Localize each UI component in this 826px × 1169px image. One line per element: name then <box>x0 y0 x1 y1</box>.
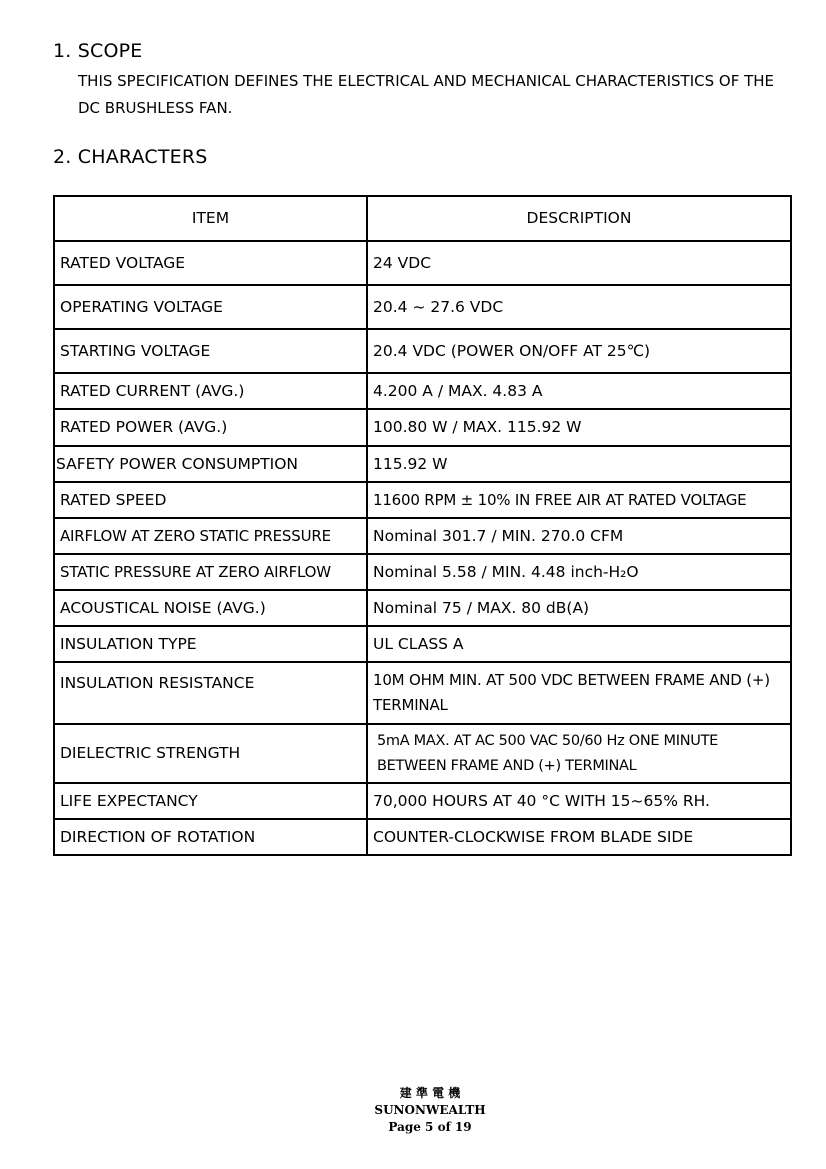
footer-company: SUNONWEALTH <box>374 1103 486 1117</box>
scope-heading: 1. SCOPE <box>53 40 143 62</box>
scope-text: THIS SPECIFICATION DEFINES THE ELECTRICAL AND MECHANICAL CHARACTERISTICS OF THE DC BRUSHLESS FAN. <box>78 72 775 117</box>
table-row <box>54 662 791 724</box>
footer-company-chinese: 建 準 電 機 <box>399 1086 461 1100</box>
row-description: 24 VDC <box>367 241 791 285</box>
table-row <box>54 626 791 662</box>
row-description: 11600 RPM ± 10% IN FREE AIR AT RATED VOLTAGE <box>367 482 791 518</box>
row-item: RATED VOLTAGE <box>54 241 367 285</box>
table-row <box>54 409 791 446</box>
characters-heading: 2. CHARACTERS <box>53 146 208 168</box>
row-description: 100.80 W / MAX. 115.92 W <box>367 409 791 446</box>
characters-table <box>53 195 792 856</box>
header-item: ITEM <box>54 196 367 241</box>
row-description: 20.4 ~ 27.6 VDC <box>367 285 791 329</box>
table-row <box>54 373 791 409</box>
row-description: 20.4 VDC (POWER ON/OFF AT 25℃) <box>367 329 791 373</box>
row-description: 115.92 W <box>367 446 791 482</box>
row-item: DIELECTRIC STRENGTH <box>54 724 367 783</box>
table-row <box>54 724 791 783</box>
row-item: STARTING VOLTAGE <box>54 329 367 373</box>
table-row <box>54 783 791 819</box>
table-row <box>54 590 791 626</box>
table-row <box>54 518 791 554</box>
table-row <box>54 329 791 373</box>
table-row <box>54 819 791 855</box>
row-description: 70,000 HOURS AT 40 °C WITH 15~65% RH. <box>367 783 791 819</box>
row-item: OPERATING VOLTAGE <box>54 285 367 329</box>
row-item: SAFETY POWER CONSUMPTION <box>54 446 367 482</box>
row-item: RATED POWER (AVG.) <box>54 409 367 446</box>
row-description: Nominal 301.7 / MIN. 270.0 CFM <box>367 518 791 554</box>
header-description: DESCRIPTION <box>367 196 791 241</box>
table-header-row <box>54 196 791 241</box>
row-item: DIRECTION OF ROTATION <box>54 819 367 855</box>
row-item: RATED CURRENT (AVG.) <box>54 373 367 409</box>
table-row <box>54 285 791 329</box>
row-description: Nominal 75 / MAX. 80 dB(A) <box>367 590 791 626</box>
row-item: ACOUSTICAL NOISE (AVG.) <box>54 590 367 626</box>
row-item: STATIC PRESSURE AT ZERO AIRFLOW <box>54 554 367 590</box>
row-description: 4.200 A / MAX. 4.83 A <box>367 373 791 409</box>
row-description: COUNTER-CLOCKWISE FROM BLADE SIDE <box>367 819 791 855</box>
row-item: LIFE EXPECTANCY <box>54 783 367 819</box>
table-row <box>54 554 791 590</box>
row-item: INSULATION RESISTANCE <box>54 662 367 724</box>
row-item: INSULATION TYPE <box>54 626 367 662</box>
row-item: AIRFLOW AT ZERO STATIC PRESSURE <box>54 518 367 554</box>
row-description: Nominal 5.58 / MIN. 4.48 inch-H₂O <box>367 554 791 590</box>
row-description: UL CLASS A <box>367 626 791 662</box>
row-description: 10M OHM MIN. AT 500 VDC BETWEEN FRAME AND (+) TERMINAL <box>367 662 791 724</box>
table-row <box>54 482 791 518</box>
footer-page-number: Page 5 of 19 <box>388 1120 472 1134</box>
row-description: 5mA MAX. AT AC 500 VAC 50/60 Hz ONE MINUTE BETWEEN FRAME AND (+) TERMINAL <box>367 724 791 783</box>
table-row <box>54 241 791 285</box>
row-item: RATED SPEED <box>54 482 367 518</box>
table-row <box>54 446 791 482</box>
